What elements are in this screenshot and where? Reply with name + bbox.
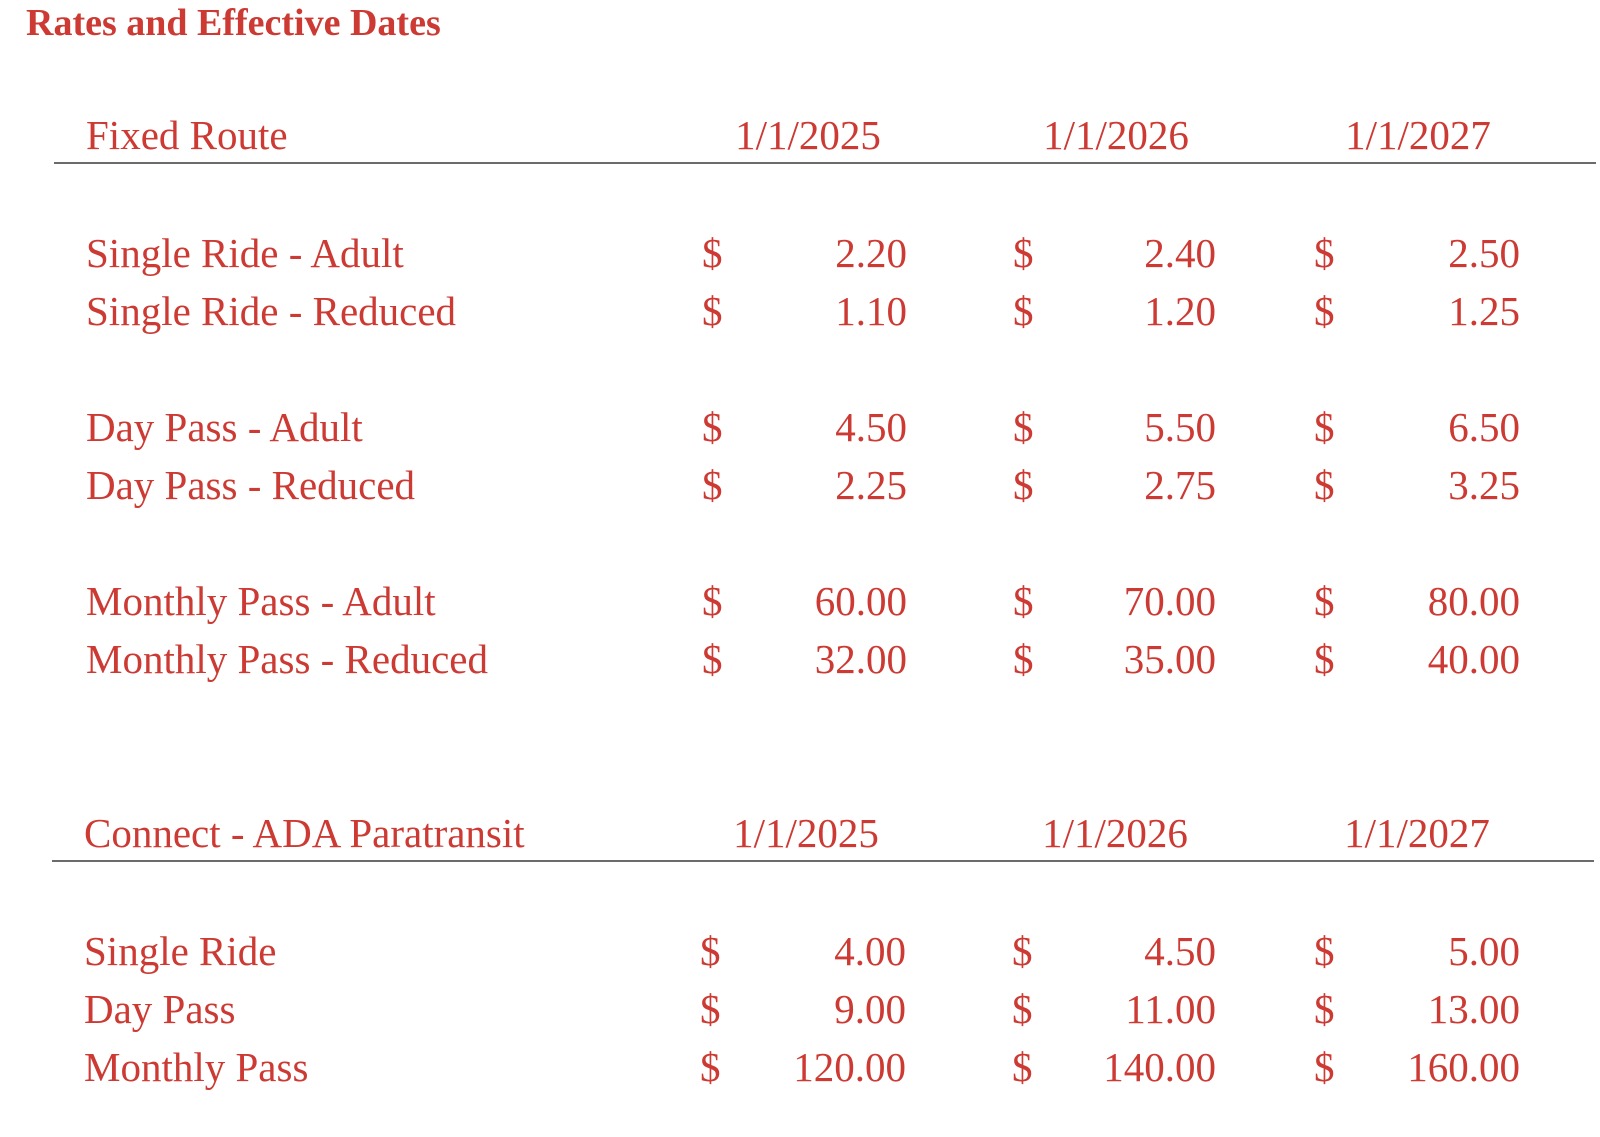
table-row [0,1042,1600,1100]
currency-symbol: $ [1314,404,1335,450]
table-row [0,286,1600,344]
rate-value: 40.00 [1427,636,1520,682]
rate-value: 3.25 [1448,462,1520,508]
row-label: Day Pass [84,986,236,1032]
currency-symbol: $ [1314,986,1335,1032]
currency-symbol: $ [1314,288,1335,334]
currency-symbol: $ [700,986,721,1032]
rate-value: 4.00 [834,928,906,974]
connect-ada-header-rule [52,860,1594,862]
currency-symbol: $ [1013,578,1034,624]
row-label: Monthly Pass - Adult [86,578,436,624]
connect-ada-date-2: 1/1/2026 [1042,810,1188,856]
currency-symbol: $ [702,404,723,450]
currency-symbol: $ [1012,928,1033,974]
row-label: Single Ride - Reduced [86,288,457,334]
currency-symbol: $ [1013,404,1034,450]
row-label: Single Ride [84,928,277,974]
currency-symbol: $ [1314,1044,1335,1090]
connect-ada-date-1: 1/1/2025 [733,810,879,856]
currency-symbol: $ [702,578,723,624]
rate-value: 5.00 [1448,928,1520,974]
currency-symbol: $ [700,928,721,974]
row-label: Monthly Pass [84,1044,309,1090]
fixed-route-date-1: 1/1/2025 [735,112,881,158]
currency-symbol: $ [1314,230,1335,276]
rate-value: 32.00 [814,636,907,682]
rate-value: 9.00 [834,986,906,1032]
row-label: Day Pass - Adult [86,404,363,450]
currency-symbol: $ [1012,986,1033,1032]
rate-value: 2.50 [1448,230,1520,276]
rate-value: 35.00 [1123,636,1216,682]
currency-symbol: $ [702,462,723,508]
connect-ada-section [0,808,1600,1128]
currency-symbol: $ [1012,1044,1033,1090]
rate-value: 1.20 [1144,288,1216,334]
rate-value: 120.00 [793,1044,906,1090]
connect-ada-date-3: 1/1/2027 [1344,810,1490,856]
rate-value: 80.00 [1427,578,1520,624]
fixed-route-date-3: 1/1/2027 [1345,112,1491,158]
fixed-route-section [0,110,1600,710]
fixed-route-header-rule [54,162,1596,164]
rate-value: 1.25 [1448,288,1520,334]
rate-value: 2.75 [1144,462,1216,508]
currency-symbol: $ [702,636,723,682]
currency-symbol: $ [702,230,723,276]
currency-symbol: $ [1013,288,1034,334]
row-label: Monthly Pass - Reduced [86,636,488,682]
fixed-route-date-2: 1/1/2026 [1043,112,1189,158]
connect-ada-title: Connect - ADA Paratransit [84,810,525,856]
table-row [0,228,1600,286]
currency-symbol: $ [1314,928,1335,974]
rate-value: 2.25 [835,462,907,508]
table-row [0,402,1600,460]
currency-symbol: $ [1013,462,1034,508]
rate-value: 4.50 [835,404,907,450]
rate-value: 4.50 [1144,928,1216,974]
table-row [0,926,1600,984]
rate-value: 70.00 [1123,578,1216,624]
fixed-route-title: Fixed Route [86,112,288,158]
rate-value: 13.00 [1427,986,1520,1032]
rate-value: 11.00 [1125,986,1216,1032]
rate-value: 160.00 [1407,1044,1520,1090]
row-label: Single Ride - Adult [86,230,404,276]
rate-value: 2.40 [1144,230,1216,276]
table-row [0,460,1600,518]
rate-value: 2.20 [835,230,907,276]
rate-value: 140.00 [1103,1044,1216,1090]
row-label: Day Pass - Reduced [86,462,416,508]
currency-symbol: $ [1013,636,1034,682]
rate-value: 5.50 [1144,404,1216,450]
currency-symbol: $ [700,1044,721,1090]
rate-value: 60.00 [814,578,907,624]
rate-value: 6.50 [1448,404,1520,450]
currency-symbol: $ [1013,230,1034,276]
currency-symbol: $ [702,288,723,334]
currency-symbol: $ [1314,462,1335,508]
currency-symbol: $ [1314,578,1335,624]
table-row [0,576,1600,634]
page-heading: Rates and Effective Dates [26,2,441,44]
table-row [0,634,1600,692]
rate-value: 1.10 [835,288,907,334]
currency-symbol: $ [1314,636,1335,682]
table-row [0,984,1600,1042]
